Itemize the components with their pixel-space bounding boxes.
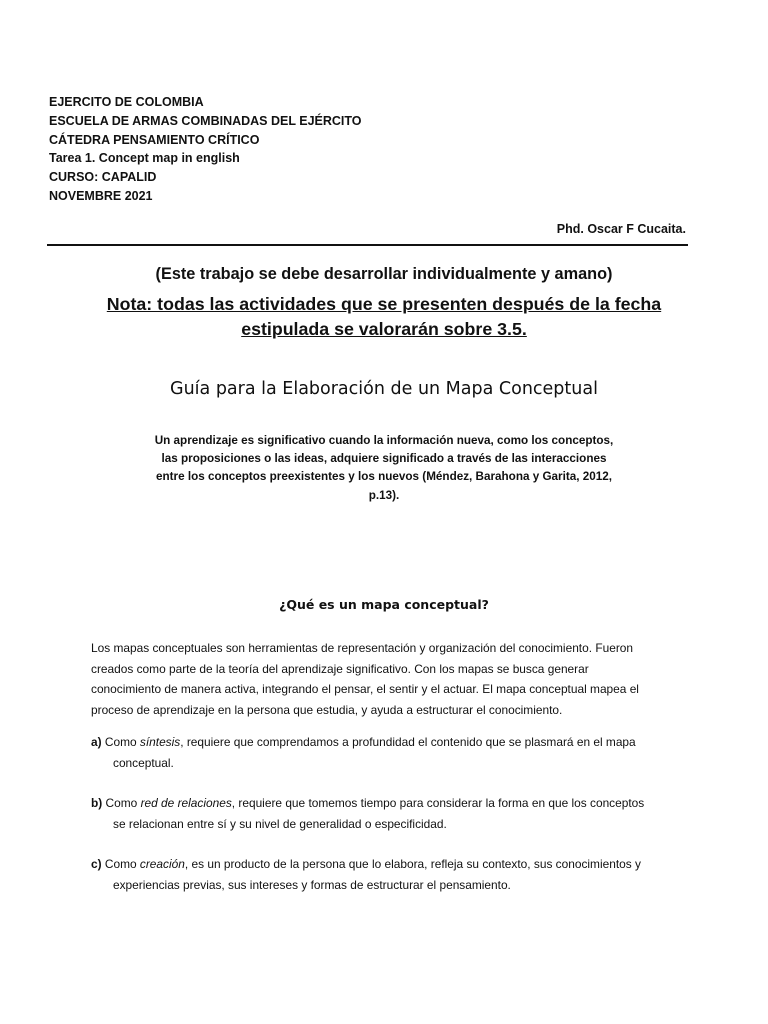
note-line: estipulada se valorarán sobre 3.5. — [241, 319, 527, 339]
definition-paragraph — [91, 638, 681, 720]
header-line: ESCUELA DE ARMAS COMBINADAS DEL EJÉRCITO — [49, 113, 362, 128]
item-lead: Como — [101, 735, 140, 749]
item-continuation: se relacionan entre sí y su nivel de generalidad o especificidad. — [113, 816, 447, 831]
item-term: red de relaciones — [140, 796, 232, 810]
list-item — [91, 793, 691, 834]
author-name: Phd. Oscar F Cucaita. — [556, 222, 686, 236]
item-text: , requiere que tomemos tiempo para considerar la forma en que los conceptos — [231, 796, 645, 810]
header-line: CURSO: CAPALID — [49, 170, 157, 185]
section-heading: ¿Qué es un mapa conceptual? — [279, 597, 489, 612]
item-lead: Como — [101, 857, 140, 871]
header-line: CÁTEDRA PENSAMIENTO CRÍTICO — [49, 132, 260, 147]
list-marker: c) — [91, 857, 102, 871]
item-term: creación — [139, 857, 185, 871]
item-continuation: conceptual. — [113, 755, 174, 770]
list-item — [91, 732, 691, 773]
horizontal-divider — [47, 244, 688, 246]
item-text: , es un producto de la persona que lo elabora, refleja su contexto, sus conocimientos y — [184, 857, 641, 871]
paragraph-line: proceso de aprendizaje en la persona que estudia, y ayuda a estructurar el conocimiento. — [91, 702, 563, 717]
paragraph-line: conocimiento de manera activa, integrando el pensar, el sentir y el actuar. El mapa conceptual mapea el — [91, 682, 639, 697]
intro-quote — [130, 432, 638, 505]
header-line: NOVEMBRE 2021 — [49, 188, 153, 203]
list-item — [91, 854, 691, 895]
quote-line: las proposiciones o las ideas, adquiere significado a través de las interacciones — [161, 452, 607, 466]
quote-line: entre los conceptos preexistentes y los nuevos (Méndez, Barahona y Garita, 2012, — [156, 470, 612, 484]
item-term: síntesis — [139, 735, 181, 749]
header-line: Tarea 1. Concept map in english — [49, 151, 240, 166]
item-text: , requiere que comprendamos a profundidad el contenido que se plasmará en el mapa — [180, 735, 636, 749]
quote-line: p.13). — [368, 488, 400, 502]
item-continuation: experiencias previas, sus intereses y formas de estructurar el pensamiento. — [113, 877, 511, 892]
note-text — [0, 292, 768, 342]
paragraph-line: creados como parte de la teoría del aprendizaje significativo. Con los mapas se busca generar — [91, 661, 589, 676]
institution-header — [49, 93, 362, 206]
paragraph-line: Los mapas conceptuales son herramientas de representación y organización del conocimiento. Fueron — [91, 641, 633, 655]
guide-title: Guía para la Elaboración de un Mapa Conceptual — [170, 379, 598, 399]
item-lead: Como — [102, 796, 141, 810]
note-line: Nota: todas las actividades que se presenten después de la fecha — [106, 294, 662, 314]
header-line: EJERCITO DE COLOMBIA — [49, 95, 204, 109]
list-marker: b) — [91, 796, 103, 810]
list-marker: a) — [91, 735, 102, 749]
instruction-text: (Este trabajo se debe desarrollar individualmente y amano) — [155, 265, 613, 283]
quote-line: Un aprendizaje es significativo cuando la información nueva, como los conceptos, — [154, 434, 614, 447]
